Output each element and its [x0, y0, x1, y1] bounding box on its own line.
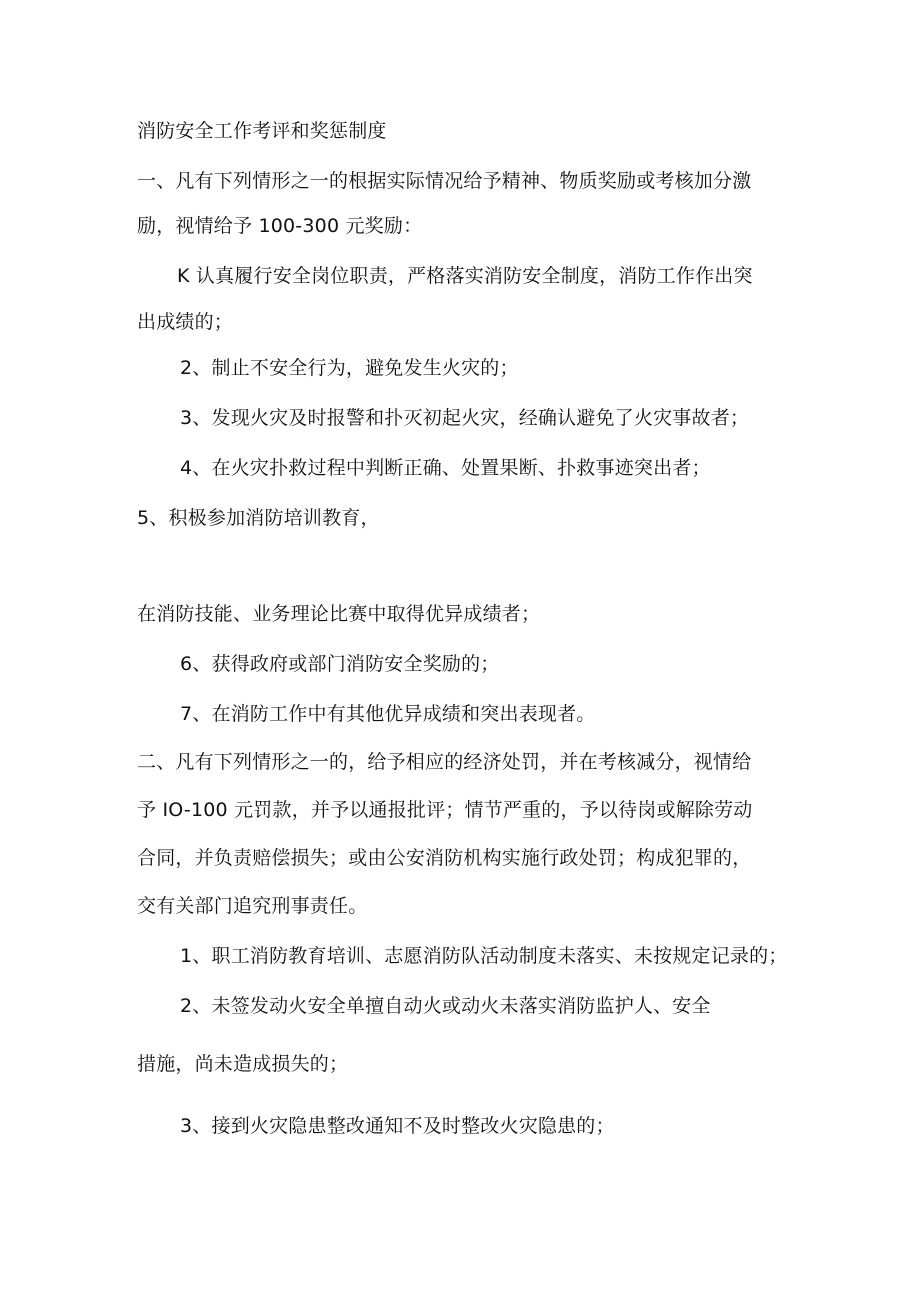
section2-heading-line2: 予 IO-100 元罚款，并予以通报批评；情节严重的，予以待岗或解除劳动 — [137, 799, 753, 821]
section1-item5-line1: 5、积极参加消防培训教育， — [137, 507, 380, 529]
section2-heading-line4: 交有关部门追究刑事责任。 — [137, 895, 368, 917]
section2-item2-line1: 2、未签发动火安全单擅自动火或动火未落实消防监护人、安全 — [180, 995, 711, 1017]
section1-item3: 3、发现火灾及时报警和扑灭初起火灾，经确认避免了火灾事故者； — [180, 407, 750, 429]
document-title: 消防安全工作考评和奖惩制度 — [137, 120, 387, 142]
section1-heading-line1: 一、凡有下列情形之一的根据实际情况给予精神、物质奖励或考核加分激 — [137, 170, 752, 192]
section1-item1-line1: K 认真履行安全岗位职责，严格落实消防安全制度，消防工作作出突 — [177, 265, 753, 287]
section1-item4: 4、在火灾扑救过程中判断正确、处置果断、扑救事迹突出者； — [180, 457, 711, 479]
section2-item3: 3、接到火灾隐患整改通知不及时整改火灾隐患的； — [180, 1115, 615, 1137]
section2-item2-line2: 措施，尚未造成损失的； — [137, 1053, 349, 1075]
section1-item2: 2、制止不安全行为，避免发生火灾的； — [180, 357, 519, 379]
section1-item6: 6、获得政府或部门消防安全奖励的； — [180, 653, 500, 675]
section2-heading-line3: 合同，并负责赔偿损失；或由公安消防机构实施行政处罚；构成犯罪的， — [137, 847, 752, 869]
section2-heading-line1: 二、凡有下列情形之一的，给予相应的经济处罚，并在考核减分，视情给 — [137, 751, 752, 773]
section2-item1: 1、职工消防教育培训、志愿消防队活动制度未落实、未按规定记录的； — [180, 945, 788, 967]
section1-item5-line2: 在消防技能、业务理论比赛中取得优异成绩者； — [137, 603, 541, 625]
section1-heading-line2: 励，视情给予 100-300 元奖励： — [137, 215, 423, 237]
section1-item7: 7、在消防工作中有其他优异成绩和突出表现者。 — [180, 703, 596, 725]
section1-item1-line2: 出成绩的； — [137, 311, 234, 333]
